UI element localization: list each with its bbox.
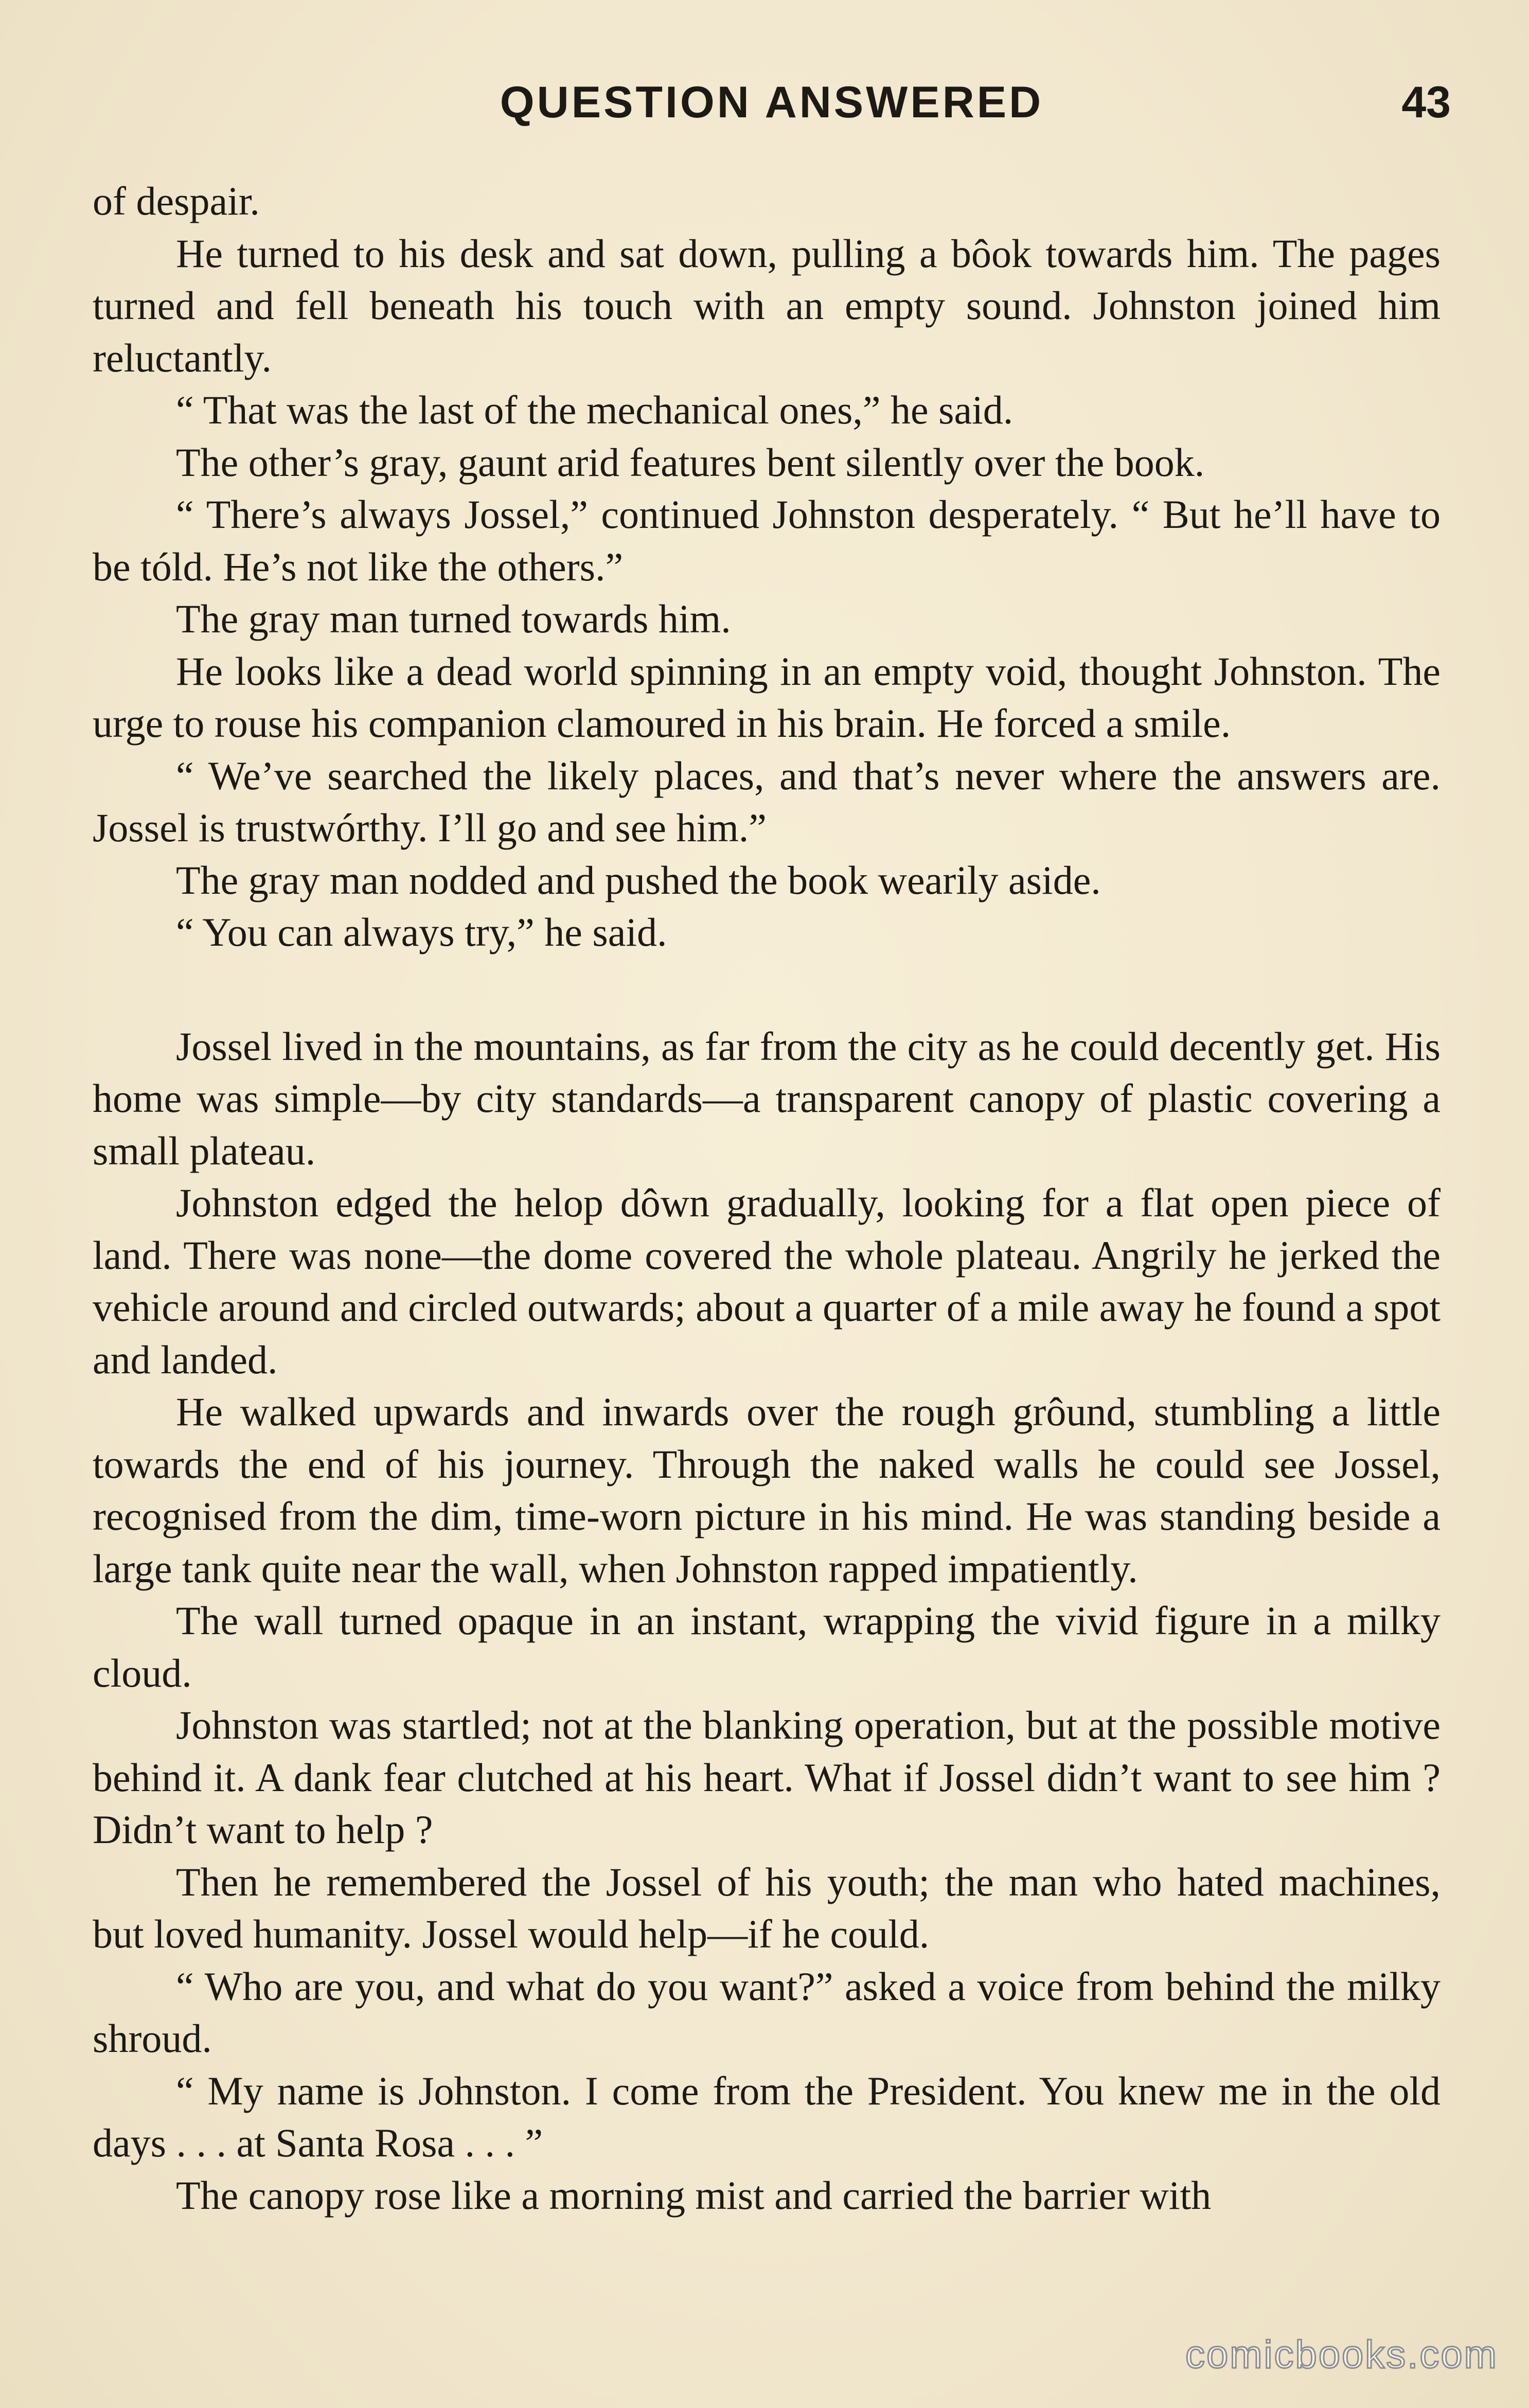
paragraph: “ You can always try,” he said.: [176, 910, 667, 954]
paragraph: “ There’s always Jossel,” continued Johnston desperately. “ But he’ll have to be tóld. He’s not like the others.”: [93, 492, 1441, 589]
paragraph: Johnston was startled; not at the blanking operation, but at the possible motive behind it. A dank fear clutched at his heart. What if Jossel didn’t want to see him ? Didn’t want to help ?: [93, 1703, 1441, 1852]
paragraph: The wall turned opaque in an instant, wrapping the vivid figure in a milky cloud.: [93, 1598, 1441, 1695]
paragraph: He looks like a dead world spinning in an empty void, thought Johnston. The urge to rouse his companion clamoured in his brain. He forced a smile.: [93, 648, 1441, 746]
body-text: [93, 175, 1441, 2221]
paragraph: The canopy rose like a morning mist and carried the barrier with: [176, 2172, 1212, 2218]
paragraph: The other’s gray, gaunt arid features bent silently over the book.: [176, 439, 1205, 485]
paragraph: Jossel lived in the mountains, as far from the city as he could decently get. His home was simple—by city standards—a transparent canopy of plastic covering a small plateau.: [93, 1023, 1441, 1173]
page-header: [93, 77, 1451, 139]
paragraph: of despair.: [93, 179, 260, 223]
paragraph: The gray man nodded and pushed the book wearily aside.: [176, 857, 1101, 902]
running-title: QUESTION ANSWERED: [500, 78, 1044, 127]
paragraph: Johnston edged the helop dôwn gradually, looking for a flat open piece of land. There was none—the dome covered the whole plateau. Angrily he jerked the vehicle around and circled outwards; about a quarter of a mile away he found a spot and landed.: [93, 1180, 1441, 1382]
paragraph: Then he remembered the Jossel of his youth; the man who hated machines, but loved humanity. Jossel would help—if he could.: [93, 1859, 1441, 1956]
paragraph: He walked upwards and inwards over the rough grôund, stumbling a little towards the end of his journey. Through the naked walls he could see Jossel, recognised from the dim, time-worn picture in his mind. He was standing beside a large tank quite near the wall, when Johnston rapped impatiently.: [93, 1389, 1441, 1591]
section-break: [93, 959, 1441, 1020]
page-number: 43: [1401, 78, 1451, 127]
paragraph: “ Who are you, and what do you want?” asked a voice from behind the milky shroud.: [93, 1963, 1441, 2061]
paragraph: “ We’ve searched the likely places, and that’s never where the answers are. Jossel is trustwórthy. I’ll go and see him.”: [93, 753, 1441, 850]
paragraph: “ That was the last of the mechanical ones,” he said.: [176, 387, 1014, 432]
watermark: comicbooks.com: [1185, 2333, 1498, 2377]
paragraph: “ My name is Johnston. I come from the President. You knew me in the old days . . . at Santa Rosa . . . ”: [93, 2068, 1441, 2165]
paragraph: He turned to his desk and sat down, pulling a bôok towards him. The pages turned and fell beneath his touch with an empty sound. Johnston joined him reluctantly.: [93, 231, 1441, 380]
paragraph: The gray man turned towards him.: [176, 596, 731, 641]
